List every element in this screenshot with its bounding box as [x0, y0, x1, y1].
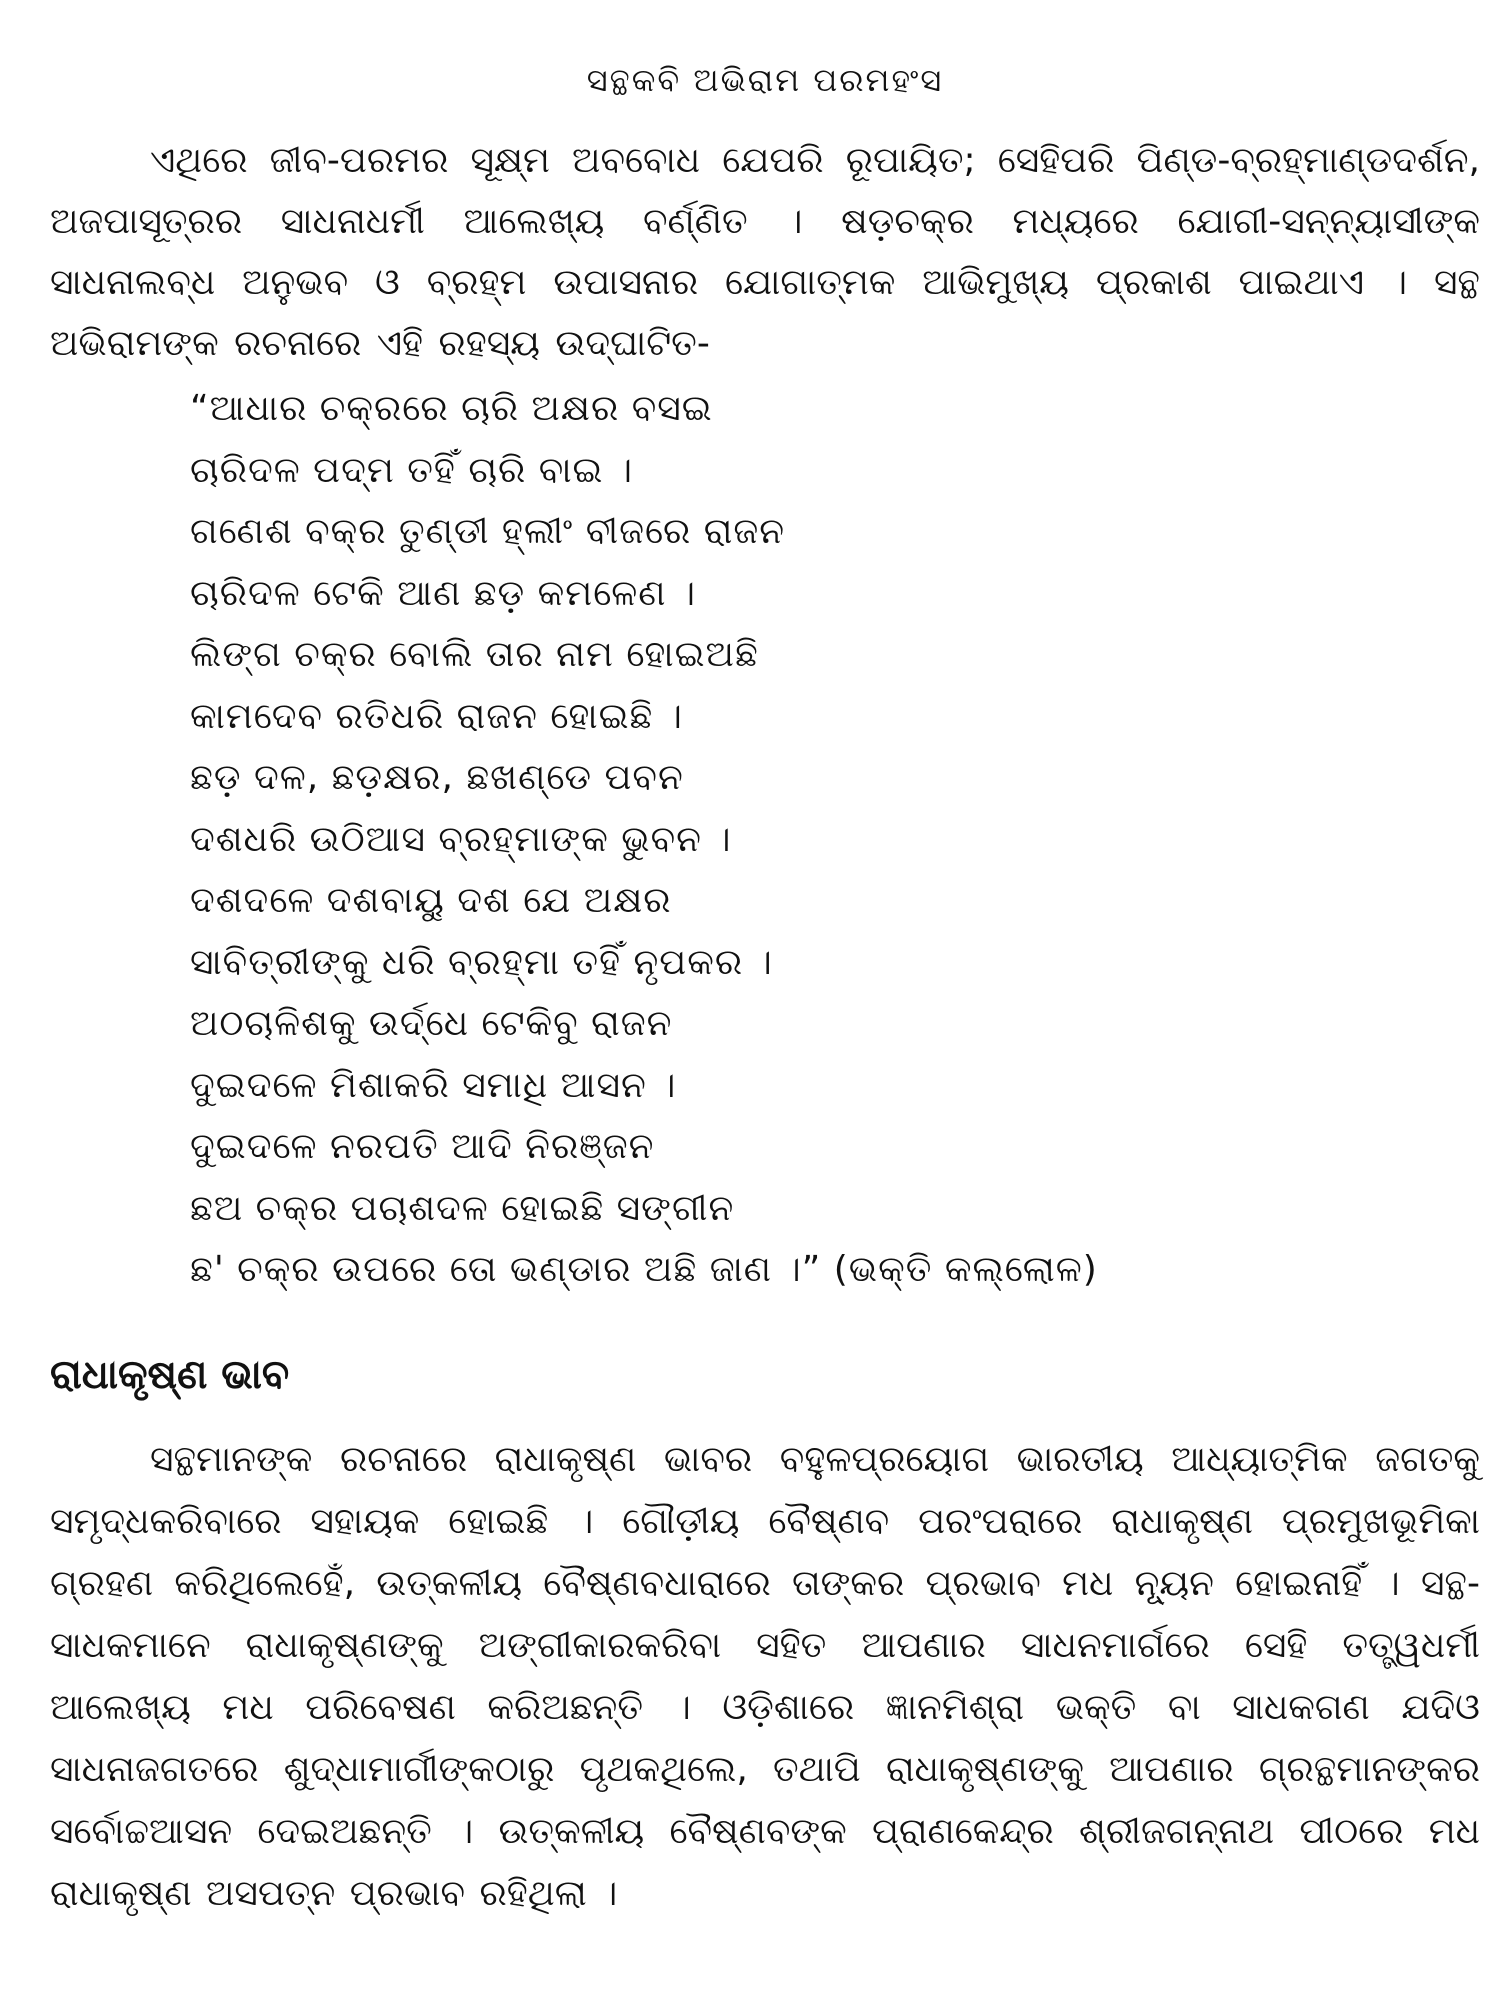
verse-line: ଅଠଚାଳିଶକୁ ଉର୍ଦ୍ଧେ ଟେକିବୁ ରାଜନ — [190, 1003, 673, 1044]
running-header: ସନ୍ଥକବି ଅଭିରାମ ପରମହଂସ — [586, 61, 944, 99]
section-heading: ରାଧାକୃଷ୍ଣ ଭାବ — [50, 1351, 290, 1398]
verse-line: ଗଣେଶ ବକ୍ର ତୁଣ୍ଡୀ ହ୍ଲୀଂ ବୀଜରେ ରାଜନ — [190, 511, 786, 552]
verse-line: ଦଶଧରି ଉଠିଆସ ବ୍ରହ୍ମାଙ୍କ ଭୁବନ । — [190, 818, 732, 860]
verse-line: ଛଡ଼ ଦଳ, ଛଡ଼କ୍ଷର, ଛଖଣ୍ଡେ ପବନ — [190, 757, 684, 798]
verse-line: କାମଦେବ ରତିଧରି ରାଜନ ହୋଇଛି । — [190, 695, 683, 737]
verse-line: ଦୁଇଦଳେ ମିଶାକରି ସମାଧି ଆସନ । — [190, 1064, 677, 1106]
verse-block — [50, 378, 1480, 1301]
intro-paragraph: ଏଥିରେ ଜୀବ-ପରମର ସୂକ୍ଷ୍ମ ଅବବୋଧ ଯେପରି ରୂପାୟିତ; ସେହିପରି ପିଣ୍ଡ-ବ୍ରହ୍ମାଣ୍ଡଦର୍ଶନ, ଅଜପାସୂତ୍ରର ସାଧନାଧର୍ମୀ ଆଲେଖ୍ୟ ବର୍ଣ୍ଣିତ । ଷଡ଼ଚକ୍ର ମଧ୍ୟରେ ଯୋଗୀ-ସନ୍ନ୍ୟାସୀଙ୍କ ସାଧନାଲବ୍ଧ ଅନୁଭବ ଓ ବ୍ରହ୍ମ ଉପାସନାର ଯୋଗାତ୍ମକ ଆଭିମୁଖ୍ୟ ପ୍ରକାଶ ପାଇଥାଏ । ସନ୍ଥ ଅଭିରାମଙ୍କ ରଚନାରେ ଏହି ରହସ୍ୟ ଉଦ୍‌ଘାଟିତ- — [50, 140, 1480, 364]
verse-line: ଦଶଦଳେ ଦଶବାୟୁ ଦଶ ଯେ ଅକ୍ଷର — [190, 880, 672, 921]
section-paragraph: ସନ୍ଥମାନଙ୍କ ରଚନାରେ ରାଧାକୃଷ୍ଣ ଭାବର ବହୁଳପ୍ରୟୋଗ ଭାରତୀୟ ଆଧ୍ୟାତ୍ମିକ ଜଗତକୁ ସମୃଦ୍ଧକରିବାରେ ସହାୟକ ହୋଇଛି । ଗୌଡ଼ୀୟ ବୈଷ୍ଣବ ପରଂପରାରେ ରାଧାକୃଷ୍ଣ ପ୍ରମୁଖଭୂମିକା ଗ୍ରହଣ କରିଥିଲେହେଁ, ଉତ୍କଳୀୟ ବୈଷ୍ଣବଧାରାରେ ତାଙ୍କର ପ୍ରଭାବ ମଧ ନ୍ୟୂନ ହୋଇନାହିଁ । ସନ୍ଥ-ସାଧକମାନେ ରାଧାକୃଷ୍ଣଙ୍କୁ ଅଙ୍ଗୀକାରକରିବା ସହିତ ଆପଣାର ସାଧନମାର୍ଗରେ ସେହି ତତ୍ତ୍ୱଧର୍ମୀ ଆଲେଖ୍ୟ ମଧ ପରିବେଷଣ କରିଅଛନ୍ତି । ଓଡ଼ିଶାରେ ଜ୍ଞାନମିଶ୍ରା ଭକ୍ତି ବା ସାଧକଗଣ ଯଦିଓ ସାଧନାଜଗତରେ ଶୁଦ୍ଧାମାର୍ଗୀଙ୍କଠାରୁ ପୃଥକଥିଲେ, ତଥାପି ରାଧାକୃଷ୍ଣଙ୍କୁ ଆପଣାର ଗ୍ରନ୍ଥମାନଙ୍କର ସର୍ବୋଚ୍ଚଆସନ ଦେଇଅଛନ୍ତି । ଉତ୍କଳୀୟ ବୈଷ୍ଣବଙ୍କ ପ୍ରାଣକେନ୍ଦ୍ର ଶ୍ରୀଜଗନ୍ନାଥ ପୀଠରେ ମଧ ରାଧାକୃଷ୍ଣ ଅସପତ୍ନ ପ୍ରଭାବ ରହିଥିଲା । — [50, 1438, 1480, 1914]
verse-line: ଚାରିଦଳ ପଦ୍ମ ତହିଁ ଚାରି ବାଇ । — [190, 449, 634, 491]
verse-line: ଛ' ଚକ୍ର ଉପରେ ତୋ ଭଣ୍ଡାର ଅଛି ଜାଣ ।” (ଭକ୍ତି କଲ୍ଲୋଳ) — [190, 1249, 1098, 1290]
verse-line: ଛଅ ଚକ୍ର ପଚାଶଦଳ ହୋଇଛି ସଙ୍ଗୀନ — [190, 1187, 735, 1229]
verse-line: ଚାରିଦଳ ଟେକି ଆଣ ଛଡ଼ କମଳେଣ । — [190, 572, 697, 614]
verse-line: ଲିଙ୍ଗ ଚକ୍ର ବୋଲି ତାର ନାମ ହୋଇଅଛି — [190, 634, 759, 675]
verse-line: ଦୁଇଦଳେ ନରପତି ଆଦି ନିରଞ୍ଜନ — [190, 1126, 655, 1167]
verse-line: ସାବିତ୍ରୀଙ୍କୁ ଧରି ବ୍ରହ୍ମା ତହିଁ ନୃପକର । — [190, 941, 773, 983]
verse-line: “ଆଧାର ଚକ୍ରରେ ଚାରି ଅକ୍ଷର ବସଇ — [190, 388, 713, 429]
